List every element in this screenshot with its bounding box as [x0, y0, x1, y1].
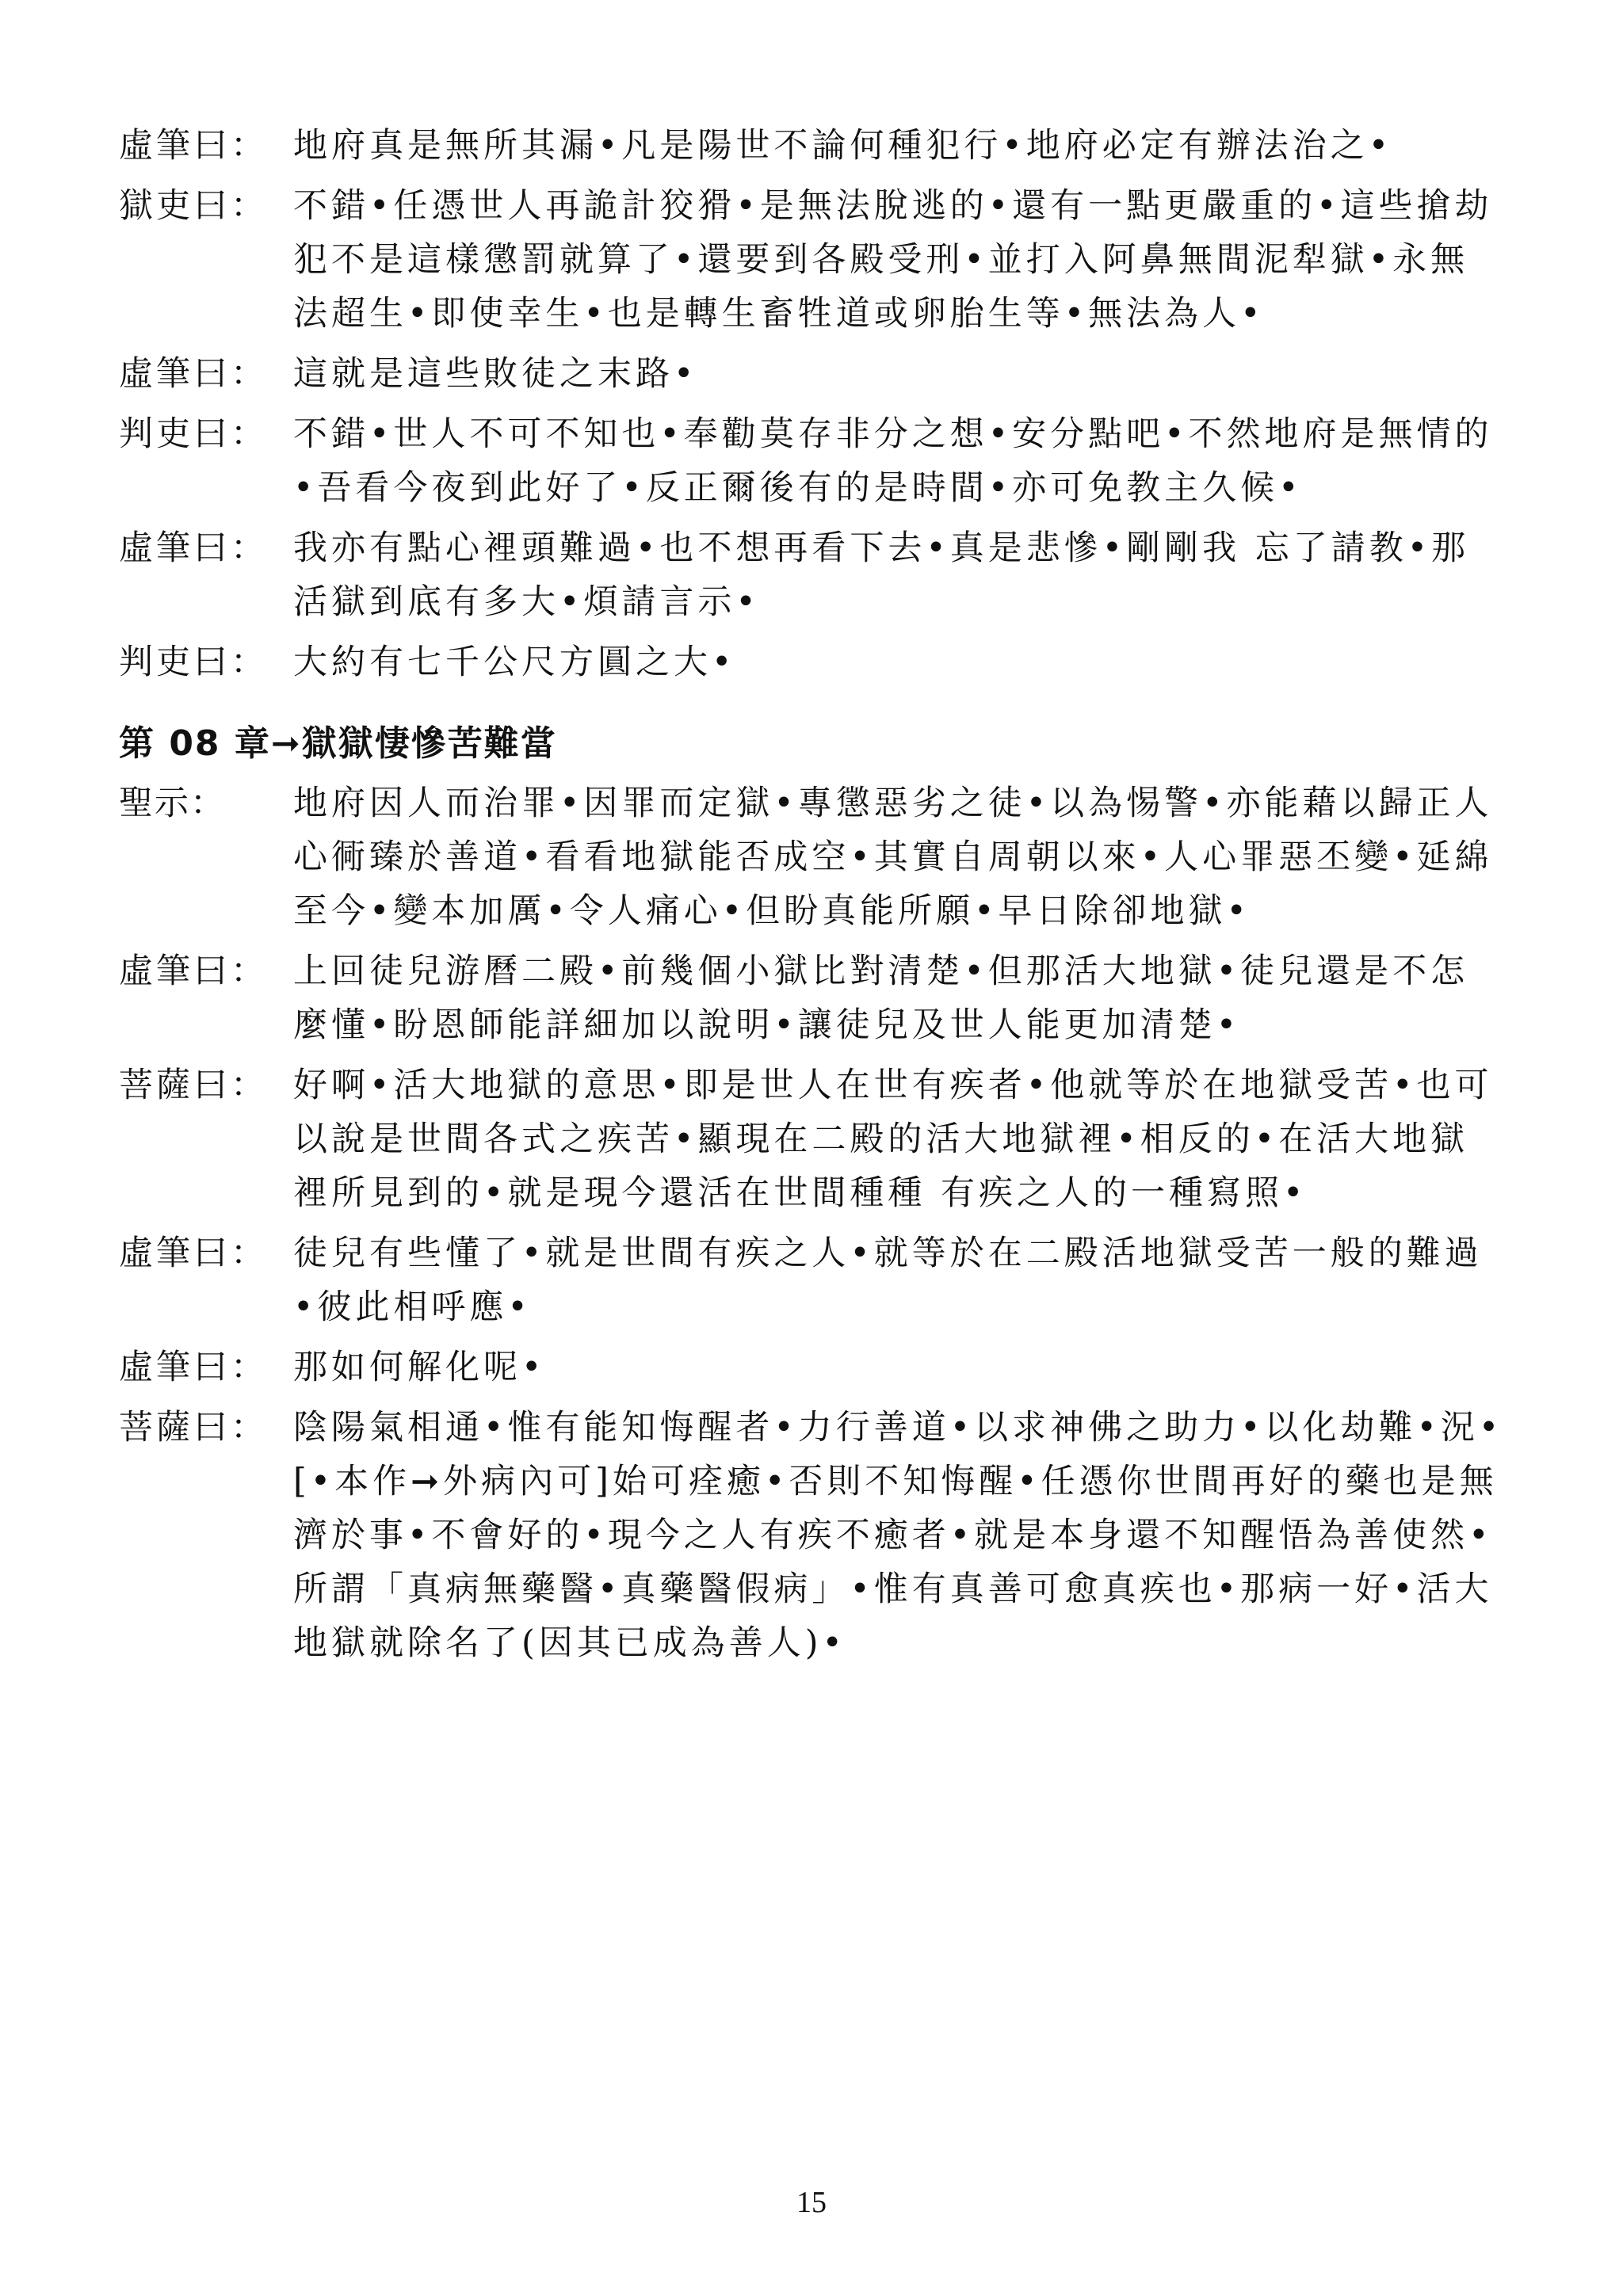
dialogue-entry	[119, 119, 1506, 173]
dialogue-entry	[119, 944, 1506, 1052]
speech-text: 好啊•活大地獄的意思•即是世人在世有疾者•他就等於在地獄受苦•也可以說是世間各式之疾苦•顯現在二殿的活大地獄裡•相反的•在活大地獄裡所見到的•就是現今還活在世間種種 有疾之人的一種寫照•	[293, 1066, 1493, 1213]
speaker-label: 菩薩曰：	[119, 1066, 268, 1105]
speech-text: 不錯•任憑世人再詭計狡猾•是無法脫逃的•還有一點更嚴重的•這些搶劫犯不是這樣懲罰就算了•還要到各殿受刑•並打入阿鼻無間泥犁獄•永無法超生•即使幸生•也是轉生畜牲道或卵胎生等•無法為人•	[293, 186, 1493, 334]
dialogue-entry	[119, 179, 1506, 341]
speaker-label: 獄吏曰：	[119, 186, 268, 226]
speech-text: 陰陽氣相通•惟有能知悔醒者•力行善道•以求神佛之助力•以化劫難•況•[•本作➞外病內可]始可痊癒•否則不知悔醒•任憑你世間再好的藥也是無濟於事•不會好的•現今之人有疾不癒者•就是本身還不知醒悟為善使然•所謂「真病無藥醫•真藥醫假病」•惟有真善可愈真疾也•那病一好•活大地獄就除名了(因其已成為善人)•	[293, 1408, 1503, 1663]
dialogue-entry	[119, 1058, 1506, 1220]
speaker-label: 聖示：	[119, 784, 226, 823]
speech-text: 地府因人而治罪•因罪而定獄•專懲惡劣之徒•以為惕警•亦能藉以歸正人心衕臻於善道•看看地獄能否成空•其實自周朝以來•人心罪惡丕變•延綿至今•變本加厲•令人痛心•但盼真能所願•早日除卻地獄•	[293, 784, 1493, 931]
dialogue-entry	[119, 407, 1506, 515]
dialogue-entry	[119, 635, 1506, 689]
speaker-label: 虛筆曰：	[119, 1234, 268, 1273]
dialogue-entry	[119, 347, 1506, 401]
speech-text: 地府真是無所其漏•凡是陽世不論何種犯行•地府必定有辦法治之•	[293, 126, 1393, 166]
speech-text: 這就是這些敗徒之末路•	[293, 354, 698, 394]
speaker-label: 虛筆曰：	[119, 528, 268, 568]
speaker-label: 虛筆曰：	[119, 126, 268, 166]
speaker-label: 判吏曰：	[119, 414, 268, 454]
speaker-label: 虛筆曰：	[119, 354, 268, 394]
speech-text: 我亦有點心裡頭難過•也不想再看下去•真是悲慘•剛剛我 忘了請教•那活獄到底有多大•煩請言示•	[293, 528, 1470, 622]
speech-text: 上回徒兒游曆二殿•前幾個小獄比對清楚•但那活大地獄•徒兒還是不怎麼懂•盼恩師能詳細加以說明•讓徒兒及世人能更加清楚•	[293, 952, 1469, 1045]
page-content	[119, 119, 1506, 1676]
dialogue-entry	[119, 1401, 1506, 1670]
dialogue-entry	[119, 1341, 1506, 1394]
speaker-label: 虛筆曰：	[119, 952, 268, 991]
speech-text: 不錯•世人不可不知也•奉勸莫存非分之想•安分點吧•不然地府是無情的•吾看今夜到此好了•反正爾後有的是時間•亦可免教主久候•	[293, 414, 1493, 508]
speaker-label: 判吏曰：	[119, 643, 268, 682]
dialogue-entry	[119, 776, 1506, 938]
speech-text: 大約有七千公尺方圓之大•	[293, 643, 736, 682]
speaker-label: 虛筆曰：	[119, 1348, 268, 1387]
chapter-heading: 第 08 章➞獄獄悽慘苦難當	[119, 723, 557, 764]
page-number: 15	[796, 2186, 827, 2219]
dialogue-entry	[119, 521, 1506, 629]
speech-text: 那如何解化呢•	[293, 1348, 546, 1387]
speaker-label: 菩薩曰：	[119, 1408, 268, 1447]
dialogue-entry	[119, 1226, 1506, 1334]
speech-text: 徒兒有些懂了•就是世間有疾之人•就等於在二殿活地獄受苦一般的難過•彼此相呼應•	[293, 1234, 1483, 1327]
